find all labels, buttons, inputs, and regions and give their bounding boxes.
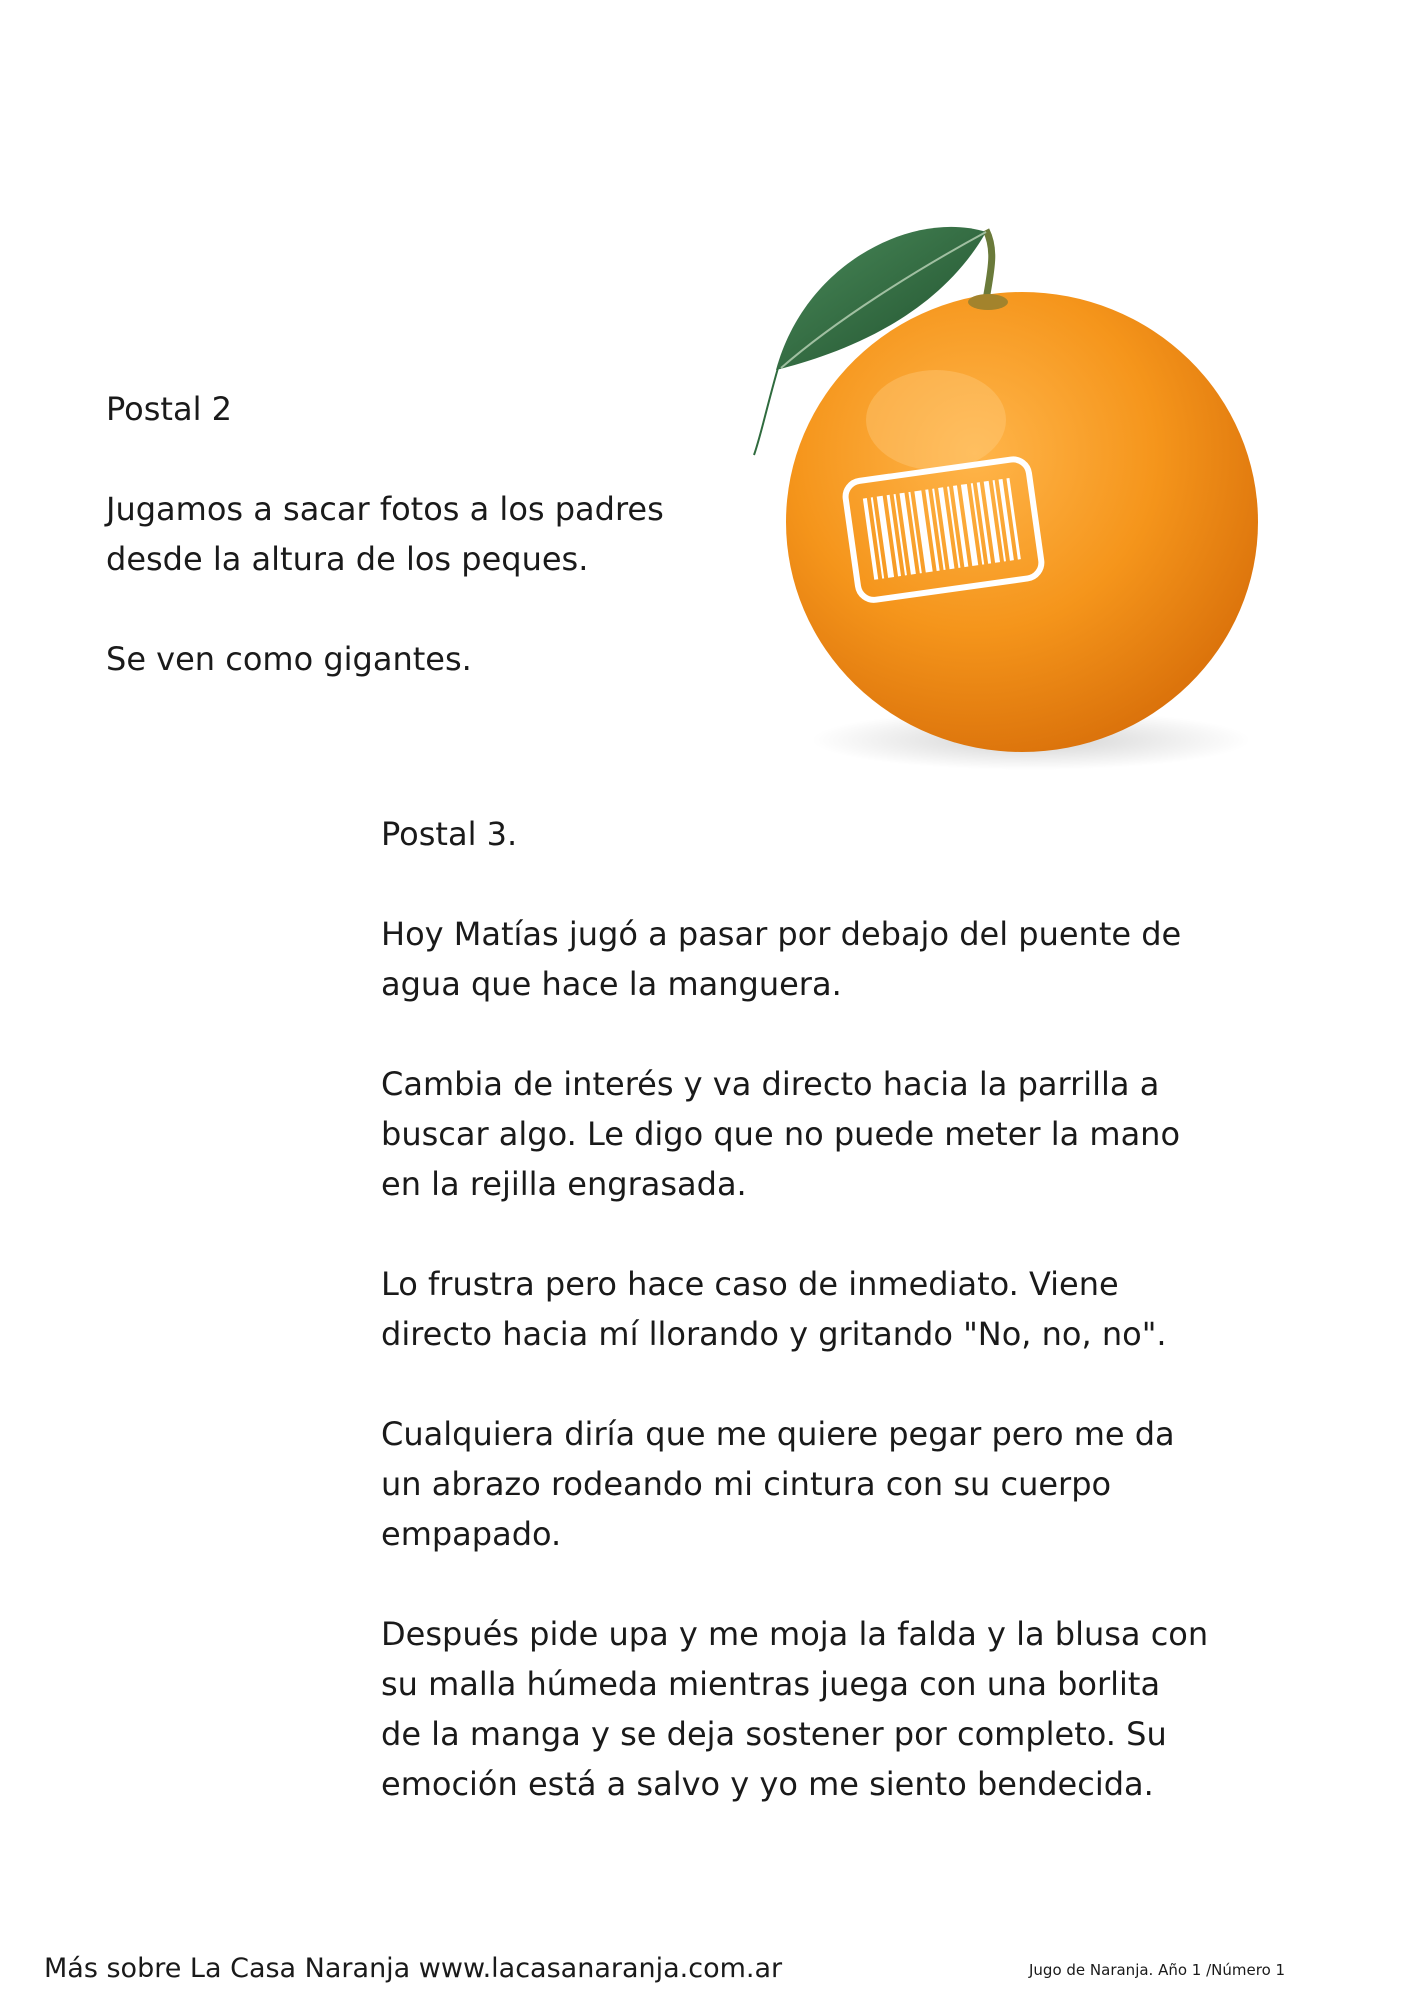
postal3-line: emoción está a salvo y yo me siento bendecida. — [381, 1765, 1154, 1803]
postal3-line: Hoy Matías jugó a pasar por debajo del puente de — [381, 915, 1182, 953]
postal3-line: de la manga y se deja sostener por completo. Su — [381, 1715, 1167, 1753]
postal2-line: Jugamos a sacar fotos a los padres — [106, 490, 664, 528]
orange-illustration — [686, 150, 1376, 800]
footer-issue-text: Jugo de Naranja. Año 1 /Número 1 — [1029, 1961, 1286, 1979]
postal3-title: Postal 3. — [381, 815, 518, 853]
postal2-line: Se ven como gigantes. — [106, 640, 472, 678]
postal3-line: directo hacia mí llorando y gritando "No, no, no". — [381, 1315, 1167, 1353]
postal2-line: desde la altura de los peques. — [106, 540, 589, 578]
postal3-line: su malla húmeda mientras juega con una borlita — [381, 1665, 1161, 1703]
postal3-line: empapado. — [381, 1515, 562, 1553]
postal3-line: buscar algo. Le digo que no puede meter la mano — [381, 1115, 1181, 1153]
postal3-line: Lo frustra pero hace caso de inmediato. Viene — [381, 1265, 1119, 1303]
orange-with-barcode-icon — [686, 150, 1376, 800]
footer-website-text: Más sobre La Casa Naranja www.lacasanaranja.com.ar — [44, 1953, 783, 1984]
postal3-line: un abrazo rodeando mi cintura con su cuerpo — [381, 1465, 1112, 1503]
postal2-title: Postal 2 — [106, 390, 232, 428]
postal3-line: Cambia de interés y va directo hacia la parrilla a — [381, 1065, 1160, 1103]
postal3-line: agua que hace la manguera. — [381, 965, 842, 1003]
postal3-line: Después pide upa y me moja la falda y la blusa con — [381, 1615, 1209, 1653]
postal3-line: Cualquiera diría que me quiere pegar pero me da — [381, 1415, 1175, 1453]
postal3-line: en la rejilla engrasada. — [381, 1165, 747, 1203]
